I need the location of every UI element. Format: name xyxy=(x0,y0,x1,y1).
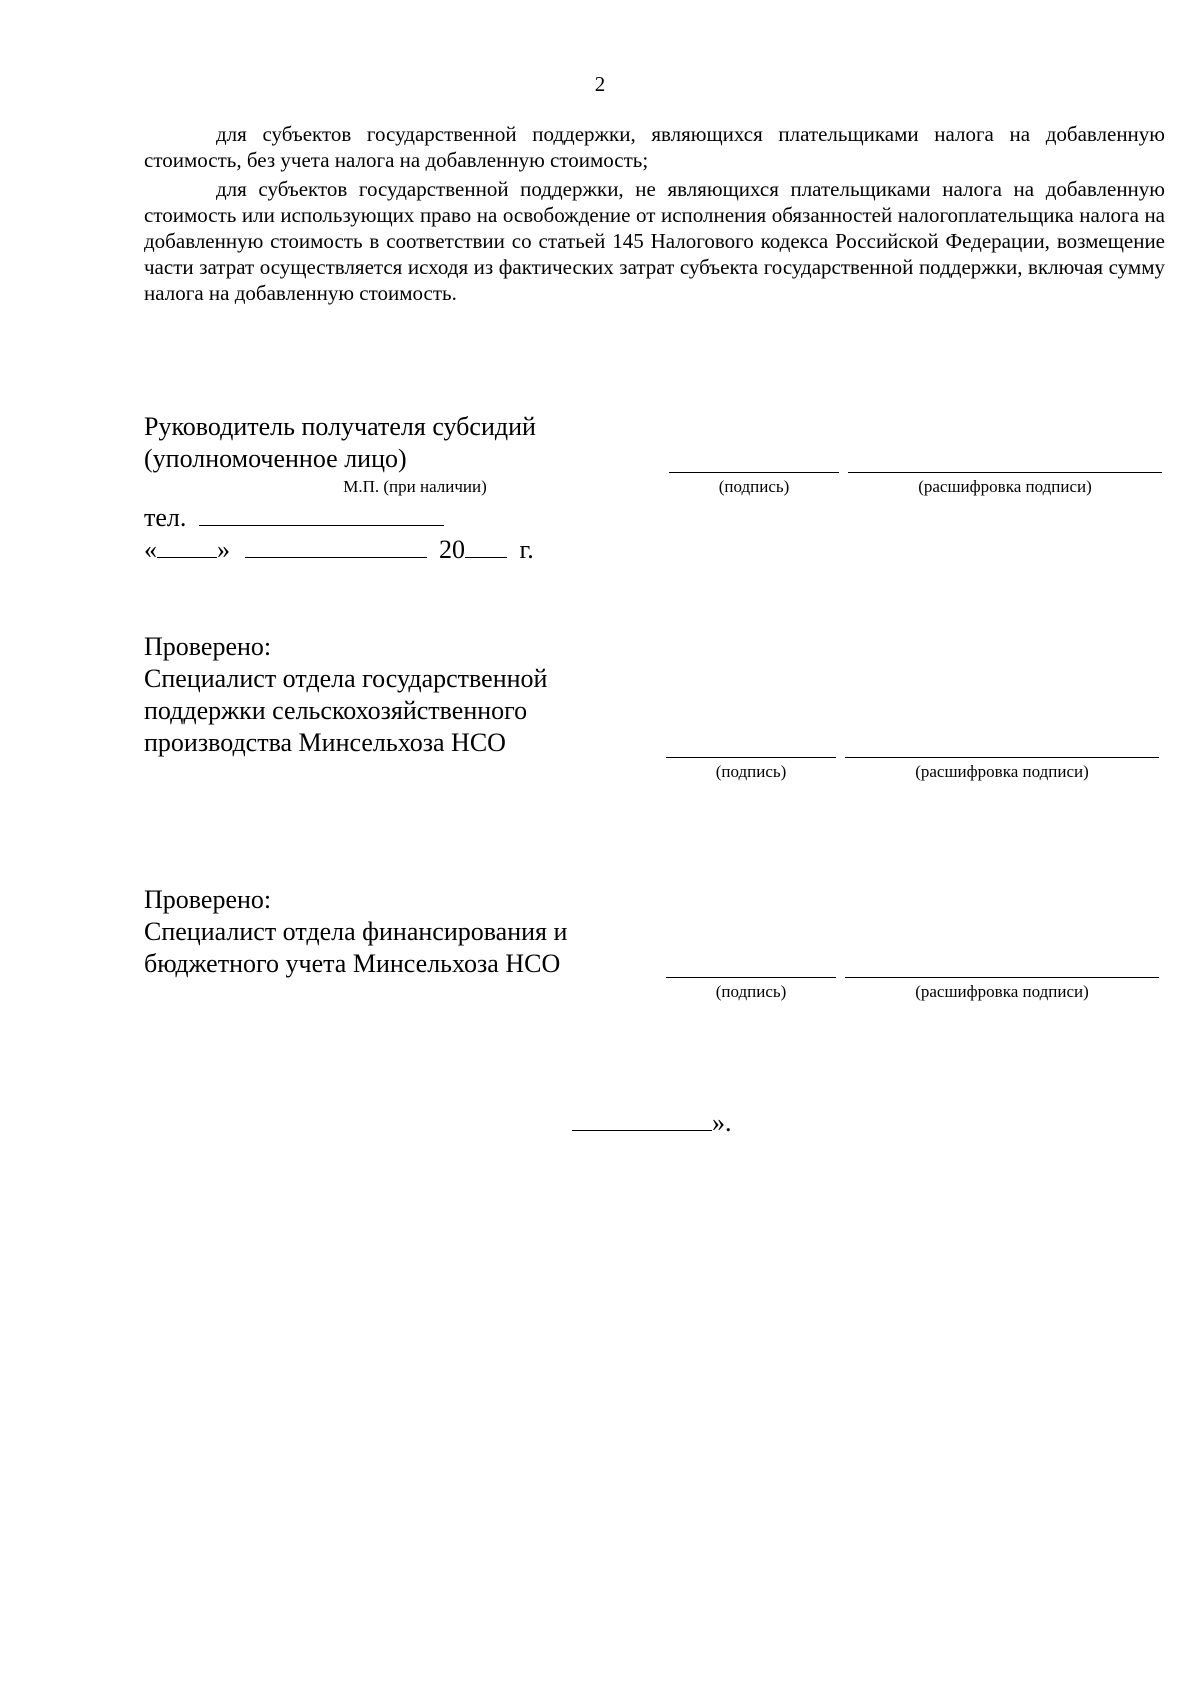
decode-caption-1: (расшифровка подписи) xyxy=(918,477,1092,496)
checked-financing-label xyxy=(144,884,567,980)
date-open-quote: « xyxy=(144,535,157,564)
recipient-head-label xyxy=(144,411,536,475)
closing-quote: ». xyxy=(712,1108,732,1137)
decode-caption-3: (расшифровка подписи) xyxy=(915,982,1089,1001)
phone-blank xyxy=(199,501,444,526)
signature-line-1 xyxy=(669,472,839,473)
signature-line-3 xyxy=(666,977,836,978)
paragraph-vat-payers: для субъектов государственной поддержки, являющихся плательщиками налога на добавленную стоимость, без учета налога на добавленную стоимость; xyxy=(144,122,1165,172)
phone-label: тел. xyxy=(144,503,187,532)
day-blank xyxy=(157,533,217,558)
block2-line-2: Специалист отдела государственной xyxy=(144,664,548,693)
recipient-head-line-2: (уполномоченное лицо) xyxy=(144,444,407,473)
year-blank xyxy=(465,533,507,558)
checked-state-support-label xyxy=(144,631,547,759)
block2-line-4: производства Минсельхоза НСО xyxy=(144,728,506,757)
block3-line-2: Специалист отдела финансирования и xyxy=(144,917,568,946)
page-number: 2 xyxy=(594,72,606,96)
date-close-quote: » xyxy=(217,535,230,564)
block2-line-3: поддержки сельскохозяйственного xyxy=(144,696,528,725)
phone-row xyxy=(144,501,444,534)
stamp-caption: М.П. (при наличии) xyxy=(343,477,487,496)
signature-caption-2: (подпись) xyxy=(715,762,787,781)
year-suffix: г. xyxy=(519,535,534,564)
decode-line-3 xyxy=(845,977,1159,978)
decode-line-1 xyxy=(848,472,1162,473)
decode-line-2 xyxy=(845,757,1159,758)
date-row xyxy=(144,533,534,566)
signature-caption-1: (подпись) xyxy=(718,477,790,496)
year-prefix: 20 xyxy=(439,535,465,564)
closing-row xyxy=(572,1106,732,1139)
block3-line-3: бюджетного учета Минсельхоза НСО xyxy=(144,949,561,978)
signature-caption-3: (подпись) xyxy=(715,982,787,1001)
paragraph-non-vat-payers: для субъектов государственной поддержки, не являющихся плательщиками налога на добавленную стоимость или использующих право на освобождение от исполнения обязанностей налогоплательщика налога на добавленную стоимость в соответствии со статьей 145 Налогового кодекса Российской Федерации, возмещение части затрат осуществляется исходя из фактических затрат субъекта государственной поддержки, включая сумму налога на добавленную стоимость. xyxy=(144,177,1165,305)
closing-blank xyxy=(572,1106,712,1131)
decode-caption-2: (расшифровка подписи) xyxy=(915,762,1089,781)
block3-line-1: Проверено: xyxy=(144,885,272,914)
signature-line-2 xyxy=(666,757,836,758)
block2-line-1: Проверено: xyxy=(144,632,272,661)
month-blank xyxy=(245,533,427,558)
recipient-head-line-1: Руководитель получателя субсидий xyxy=(144,412,536,441)
